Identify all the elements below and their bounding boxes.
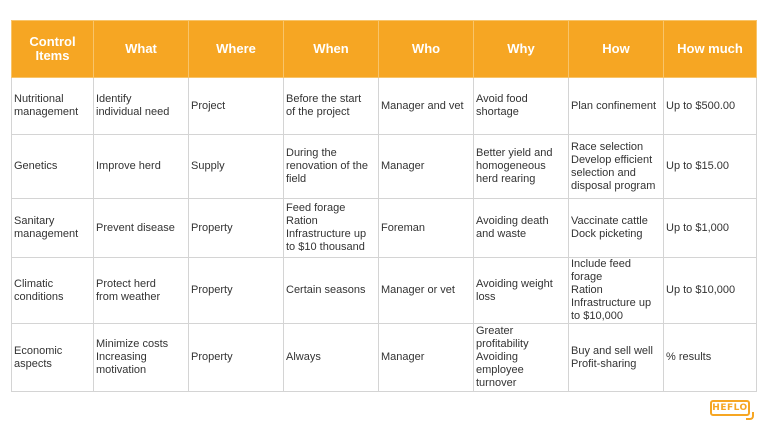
table-cell: Prevent disease xyxy=(94,199,189,258)
table-cell: Sanitary management xyxy=(12,199,94,258)
table-row xyxy=(12,78,757,135)
table-cell: Up to $1,000 xyxy=(664,199,757,258)
table-cell: Supply xyxy=(189,135,284,199)
table-cell: Plan confinement xyxy=(569,78,664,135)
table-cell: Feed forage Ration Infrastructure up to $10 thousand xyxy=(284,199,379,258)
table-cell: Foreman xyxy=(379,199,474,258)
table-row xyxy=(12,324,757,392)
table-cell: Greater profitability Avoiding employee turnover xyxy=(474,324,569,392)
table-cell: Property xyxy=(189,324,284,392)
table-cell: Economic aspects xyxy=(12,324,94,392)
header-who: Who xyxy=(379,21,474,78)
table-cell: % results xyxy=(664,324,757,392)
header-when: When xyxy=(284,21,379,78)
table-cell: Property xyxy=(189,258,284,324)
table-cell: Manager xyxy=(379,135,474,199)
table-cell: Manager or vet xyxy=(379,258,474,324)
header-why: Why xyxy=(474,21,569,78)
table-cell: Manager and vet xyxy=(379,78,474,135)
table-cell: Buy and sell well Profit-sharing xyxy=(569,324,664,392)
table-cell: Climatic conditions xyxy=(12,258,94,324)
header-control-items: Control Items xyxy=(12,21,94,78)
table-cell: Identify individual need xyxy=(94,78,189,135)
header-what: What xyxy=(94,21,189,78)
table-cell: During the renovation of the field xyxy=(284,135,379,199)
table-cell: Certain seasons xyxy=(284,258,379,324)
header-how: How xyxy=(569,21,664,78)
table-cell: Up to $500.00 xyxy=(664,78,757,135)
table-row xyxy=(12,199,757,258)
table-cell: Avoid food shortage xyxy=(474,78,569,135)
table-row xyxy=(12,258,757,324)
table-cell: Include feed forage Ration Infrastructure up to $10,000 xyxy=(569,258,664,324)
table-cell: Project xyxy=(189,78,284,135)
table-cell: Vaccinate cattle Dock picketing xyxy=(569,199,664,258)
header-how-much: How much xyxy=(664,21,757,78)
table-cell: Property xyxy=(189,199,284,258)
table-cell: Better yield and homogeneous herd rearing xyxy=(474,135,569,199)
table-cell: Nutritional management xyxy=(12,78,94,135)
action-plan-table xyxy=(11,20,757,392)
table-cell: Protect herd from weather xyxy=(94,258,189,324)
table-row xyxy=(12,135,757,199)
table-cell: Genetics xyxy=(12,135,94,199)
table-cell: Manager xyxy=(379,324,474,392)
table-cell: Minimize costs Increasing motivation xyxy=(94,324,189,392)
header-where: Where xyxy=(189,21,284,78)
table-cell: Up to $15.00 xyxy=(664,135,757,199)
table-cell: Improve herd xyxy=(94,135,189,199)
table-cell: Before the start of the project xyxy=(284,78,379,135)
table-cell: Always xyxy=(284,324,379,392)
table-cell: Avoiding death and waste xyxy=(474,199,569,258)
table-header-row xyxy=(12,21,757,78)
table-cell: Avoiding weight loss xyxy=(474,258,569,324)
table-cell: Up to $10,000 xyxy=(664,258,757,324)
heflo-logo: HEFLO xyxy=(710,400,750,416)
table-cell: Race selection Develop efficient selection and disposal program xyxy=(569,135,664,199)
